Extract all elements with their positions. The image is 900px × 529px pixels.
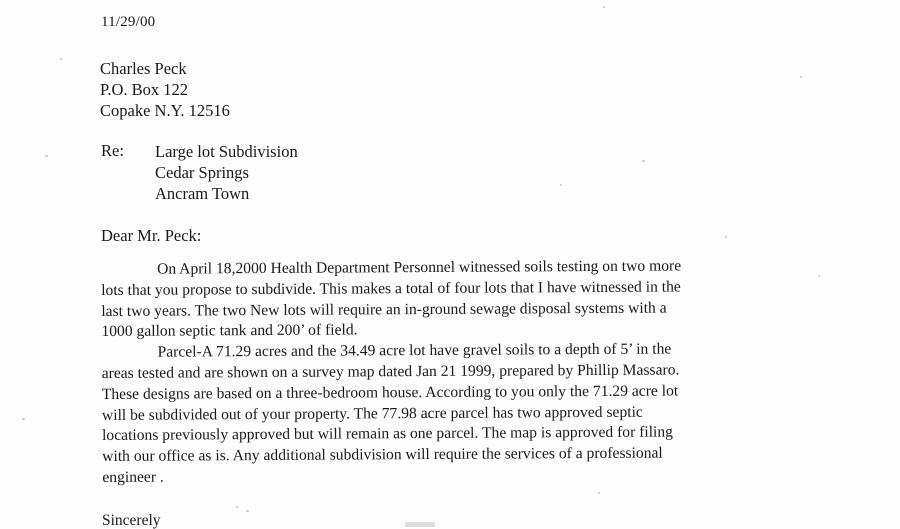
body-line: Parcel-A 71.29 acres and the 34.49 acre lot have gravel soils to a depth of 5’ in the	[157, 340, 672, 361]
body-line: areas tested and are shown on a survey map dated Jan 21 1999, prepared by Phillip Massaro.	[101, 361, 680, 382]
body-line: last two years. The two New lots will require an in-ground sewage disposal systems with a	[101, 299, 667, 320]
recipient-city-line: Copake N.Y. 12516	[100, 101, 230, 120]
body-line: lots that you propose to subdivide. This makes a total of four lots that I have witnessed in the	[101, 278, 681, 299]
recipient-name: Charles Peck	[100, 59, 187, 78]
scan-speck	[800, 76, 802, 78]
re-line: Large lot Subdivision	[155, 142, 298, 161]
re-line: Cedar Springs	[155, 163, 249, 182]
scan-speck	[45, 155, 48, 157]
body-line: will be subdivided out of your property. The 77.98 acre parcel has two approved septic	[101, 403, 643, 424]
closing: Sincerely	[102, 512, 161, 529]
re-line: Ancram Town	[155, 184, 250, 203]
body-line: engineer .	[102, 468, 164, 486]
scan-speck	[60, 58, 62, 60]
body-line: with our office as is. Any additional subdivision will require the services of a professional	[102, 444, 663, 466]
re-label: Re:	[101, 141, 124, 160]
scan-speck	[598, 492, 600, 494]
scan-speck	[246, 510, 249, 512]
body-line: locations previously approved but will remain as one parcel. The map is approved for filing	[102, 423, 674, 445]
scan-speck	[22, 418, 25, 420]
scan-speck	[236, 506, 238, 508]
body-line: 1000 gallon septic tank and 200’ of field.	[101, 321, 358, 341]
scan-speck	[725, 236, 727, 238]
scan-speck	[642, 160, 645, 162]
body-line: On April 18,2000 Health Department Personnel witnessed soils testing on two more	[157, 257, 682, 278]
recipient-po-box: P.O. Box 122	[100, 80, 189, 99]
recipient-address	[100, 58, 230, 121]
scan-edge-mark	[405, 522, 435, 527]
letter-body	[101, 256, 792, 489]
letter-date: 11/29/00	[101, 14, 156, 30]
salutation: Dear Mr. Peck:	[101, 226, 202, 245]
scan-speck	[818, 275, 820, 277]
scan-speck	[560, 184, 562, 186]
body-line: These designs are based on a three-bedroom house. According to you only the 71.29 acre lot	[101, 382, 679, 403]
re-subject	[155, 141, 298, 204]
scan-speck	[603, 6, 605, 8]
